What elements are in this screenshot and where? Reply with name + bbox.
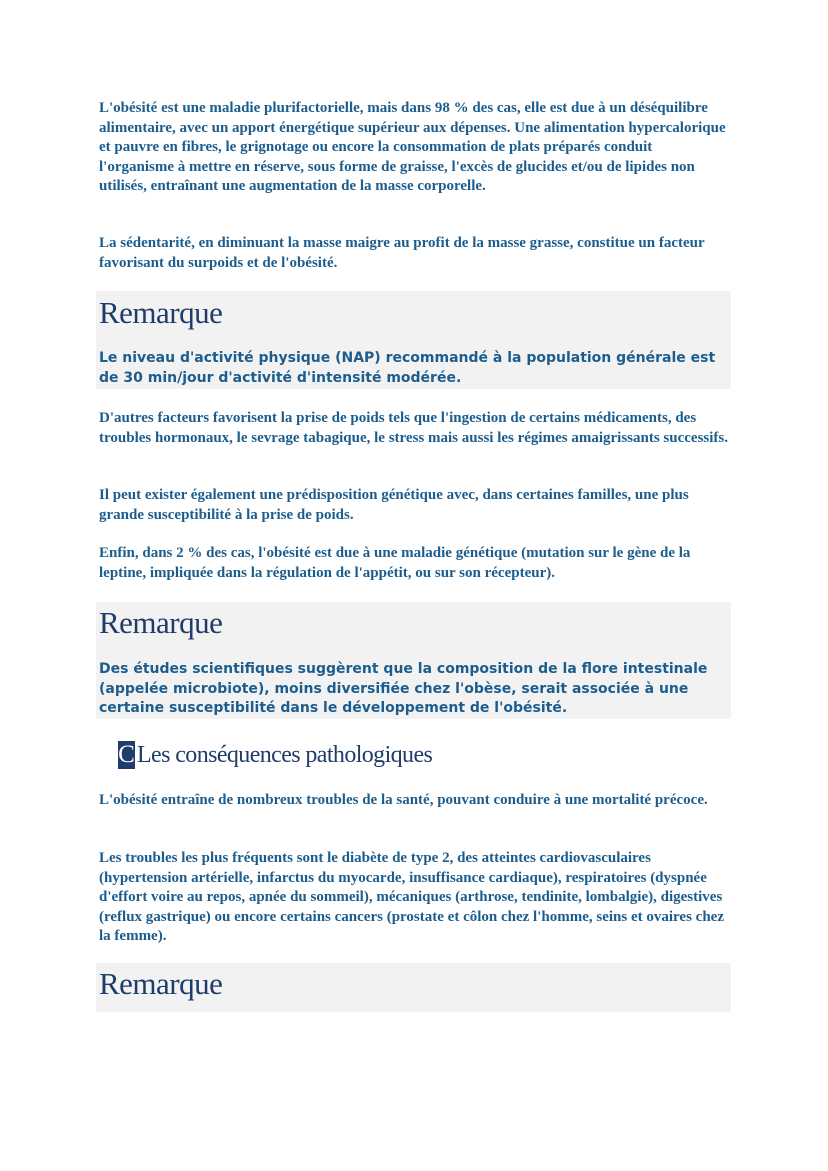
remark-body: Des études scientifiques suggèrent que la composition de la flore intestinale (appelée microbiote), moins diversifiée chez l'obèse, serait associée à une certaine susceptibilité dans le développement de l'obésité. — [99, 661, 708, 716]
remark-title: Remarque — [99, 966, 223, 1001]
remark-box-activite — [96, 291, 731, 389]
paragraph-predisposition: Il peut exister également une prédisposition génétique avec, dans certaines familles, une plus grande susceptibilité à la prise de poids. — [99, 487, 689, 523]
remark-box-microbiote — [96, 602, 731, 719]
paragraph-autres-facteurs: D'autres facteurs favorisent la prise de poids tels que l'ingestion de certains médicaments, des troubles hormonaux, le sevrage tabagique, le stress mais aussi les régimes amaigrissants successifs. — [99, 410, 729, 446]
paragraph-troubles: Les troubles les plus fréquents sont le diabète de type 2, des atteintes cardiovasculaires (hypertension artérielle, infarctus du myocarde, insuffisance cardiaque), respiratoires (dyspnée d'effort voire au repos, apnée du sommeil), mécaniques (arthrose, tendinite, lombalgie), digestives (reflux gastrique) ou encore certains cancers (prostate et côlon chez l'homme, seins et ovaires chez la femme). — [99, 850, 724, 944]
paragraph-sedentarite: La sédentarité, en diminuant la masse maigre au profit de la masse grasse, constitue un facteur favorisant du surpoids et de l'obésité. — [99, 235, 705, 271]
paragraph-genetique: Enfin, dans 2 % des cas, l'obésité est due à une maladie génétique (mutation sur le gène de la leptine, impliquée dans la régulation de l'appétit, ou sur son récepteur). — [99, 545, 691, 581]
remark-title: Remarque — [99, 605, 223, 640]
paragraph-consequences: L'obésité entraîne de nombreux troubles de la santé, pouvant conduire à une mortalité précoce. — [99, 792, 708, 808]
paragraph-causes: L'obésité est une maladie plurifactorielle, mais dans 98 % des cas, elle est due à un déséquilibre alimentaire, avec un apport énergétique supérieur aux dépenses. Une alimentation hypercalorique et pauvre en fibres, le grignotage ou encore la consommation de plats préparés conduit l'organisme à mettre en réserve, sous forme de graisse, l'excès de glucides et/ou de lipides non utilisés, entraînant une augmentation de la masse corporelle. — [99, 100, 726, 194]
section-letter-badge: C — [118, 741, 135, 768]
remark-box-last — [96, 963, 731, 1012]
section-title: Les conséquences pathologiques — [137, 742, 433, 768]
section-heading — [118, 738, 432, 772]
remark-title: Remarque — [99, 295, 223, 330]
remark-body: Le niveau d'activité physique (NAP) recommandé à la population générale est de 30 min/jour d'activité d'intensité modérée. — [99, 350, 716, 386]
